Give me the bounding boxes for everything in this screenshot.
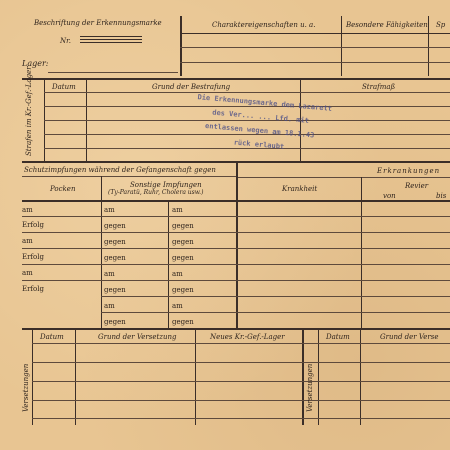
impf-mid-cell: gegen [104, 254, 126, 262]
erkr-title: Erkrankungen [377, 167, 441, 175]
lager-underline [48, 72, 178, 73]
vers-top-rule [22, 328, 450, 330]
strafen-datum-header: Datum [52, 83, 76, 91]
charakter-header: Charaktereigenschaften u. a. [212, 21, 316, 29]
vers-lager-col [302, 330, 304, 425]
impf-right-cell: gegen [172, 318, 194, 326]
erkr-von-header: von [383, 192, 396, 200]
vers-datum-header: Datum [40, 333, 64, 341]
impf-mid-cell: am [104, 302, 115, 310]
impf-right-cell: gegen [172, 222, 194, 230]
impf-row-line [22, 248, 450, 249]
impf-mid-cell: gegen [104, 238, 126, 246]
impf-row-line [22, 216, 450, 217]
stamp-line: des Ver... ... Lfd. mit [211, 108, 310, 125]
vers-datum2-header: Datum [326, 333, 350, 341]
header-row-line [180, 62, 450, 63]
impf-left-cell: Erfolg [22, 285, 44, 293]
impf-pocken-col [101, 176, 102, 328]
sp-header: Sp [436, 21, 446, 29]
vers-lager-header: Neues Kr.-Gef.-Lager [210, 333, 285, 341]
impf-row-line [22, 264, 450, 265]
impf-mid-cell: gegen [104, 318, 126, 326]
nr-field[interactable] [80, 36, 142, 45]
vers-side2-col [318, 330, 319, 425]
header-divider-right [428, 16, 429, 76]
stamp-line: entlassen wegen am 18.1.43 [204, 121, 315, 140]
faehigkeiten-header: Besondere Fähigkeiten [346, 21, 428, 29]
strafen-strafmass-header: Strafmaß [362, 83, 396, 91]
impf-right-cell: am [172, 206, 183, 214]
impf-pocken-header: Pocken [50, 185, 76, 193]
impf-mid-cell: am [104, 270, 115, 278]
impf-right-cell: gegen [172, 238, 194, 246]
impf-right-cell: gegen [172, 286, 194, 294]
header-divider-mid [341, 16, 342, 76]
impf-right-cell: gegen [172, 254, 194, 262]
vers-grund-col [195, 330, 196, 425]
vers-side-label: Versetzungen [22, 363, 30, 412]
strafen-grund-header: Grund der Bestrafung [152, 83, 231, 91]
header-divider-left [180, 16, 182, 76]
impf-mid-cell: am [104, 206, 115, 214]
vers-grund-header: Grund der Versetzung [98, 333, 177, 341]
impf-left-cell: am [22, 206, 33, 214]
nr-label: Nr. [60, 37, 71, 45]
erkr-krankheit-header: Krankheit [282, 185, 318, 193]
impf-row-line [22, 232, 450, 233]
stamp-line: rück erlaubt [233, 138, 285, 151]
vers-side-label-2: Versetzungen [306, 363, 314, 412]
erkr-header-line [238, 200, 450, 202]
vers-datum-col [75, 330, 76, 425]
strafen-side-label: Strafen im Kr.-Gef.-Lager [25, 66, 33, 156]
impf-left-cell: Erfolg [22, 221, 44, 229]
strafen-header-line [44, 92, 450, 93]
impf-left-cell: am [22, 237, 33, 245]
impf-sonstige-header: Sonstige Impfungen [130, 181, 202, 189]
vers-row-line [32, 362, 450, 363]
vers-grund2-header: Grund der Verse [380, 333, 439, 341]
impf-erkr-divider [236, 163, 238, 328]
impf-right-cell: am [172, 270, 183, 278]
erkr-title-line [238, 177, 450, 178]
impf-header-line [22, 200, 236, 202]
header-top-rule [180, 33, 450, 34]
lager-label: Lager: [22, 59, 49, 68]
vers-datum2-col [360, 330, 361, 425]
stamp-line: Die Erkennungsmarke dem Lazarett [197, 93, 333, 113]
erkr-bis-header: bis [436, 192, 447, 200]
impf-row-line [101, 312, 450, 313]
vers-row-line [32, 400, 450, 401]
ink-stamp [193, 91, 358, 169]
impf-left-cell: am [22, 269, 33, 277]
impf-sonstige-sub: (Ty-Paratü, Ruhr, Cholera usw.) [108, 189, 204, 196]
impf-right-cell: am [172, 302, 183, 310]
impf-row-line [101, 296, 450, 297]
vers-header-line [32, 343, 450, 344]
vers-side-col [32, 330, 33, 425]
impf-mid-cell: gegen [104, 286, 126, 294]
impf-title: Schutzimpfungen während der Gefangenschaft gegen [24, 166, 216, 174]
impf-mid-cell: gegen [104, 222, 126, 230]
vers-row-line [32, 381, 450, 382]
vers-row-line [32, 418, 450, 419]
impf-title-line [22, 176, 236, 177]
header-row-line [180, 47, 450, 48]
beschriftung-label: Beschriftung der Erkennungsmarke [34, 19, 162, 27]
erkr-revier-header: Revier [405, 182, 429, 190]
impf-left-cell: Erfolg [22, 253, 44, 261]
impf-row-line [22, 280, 450, 281]
